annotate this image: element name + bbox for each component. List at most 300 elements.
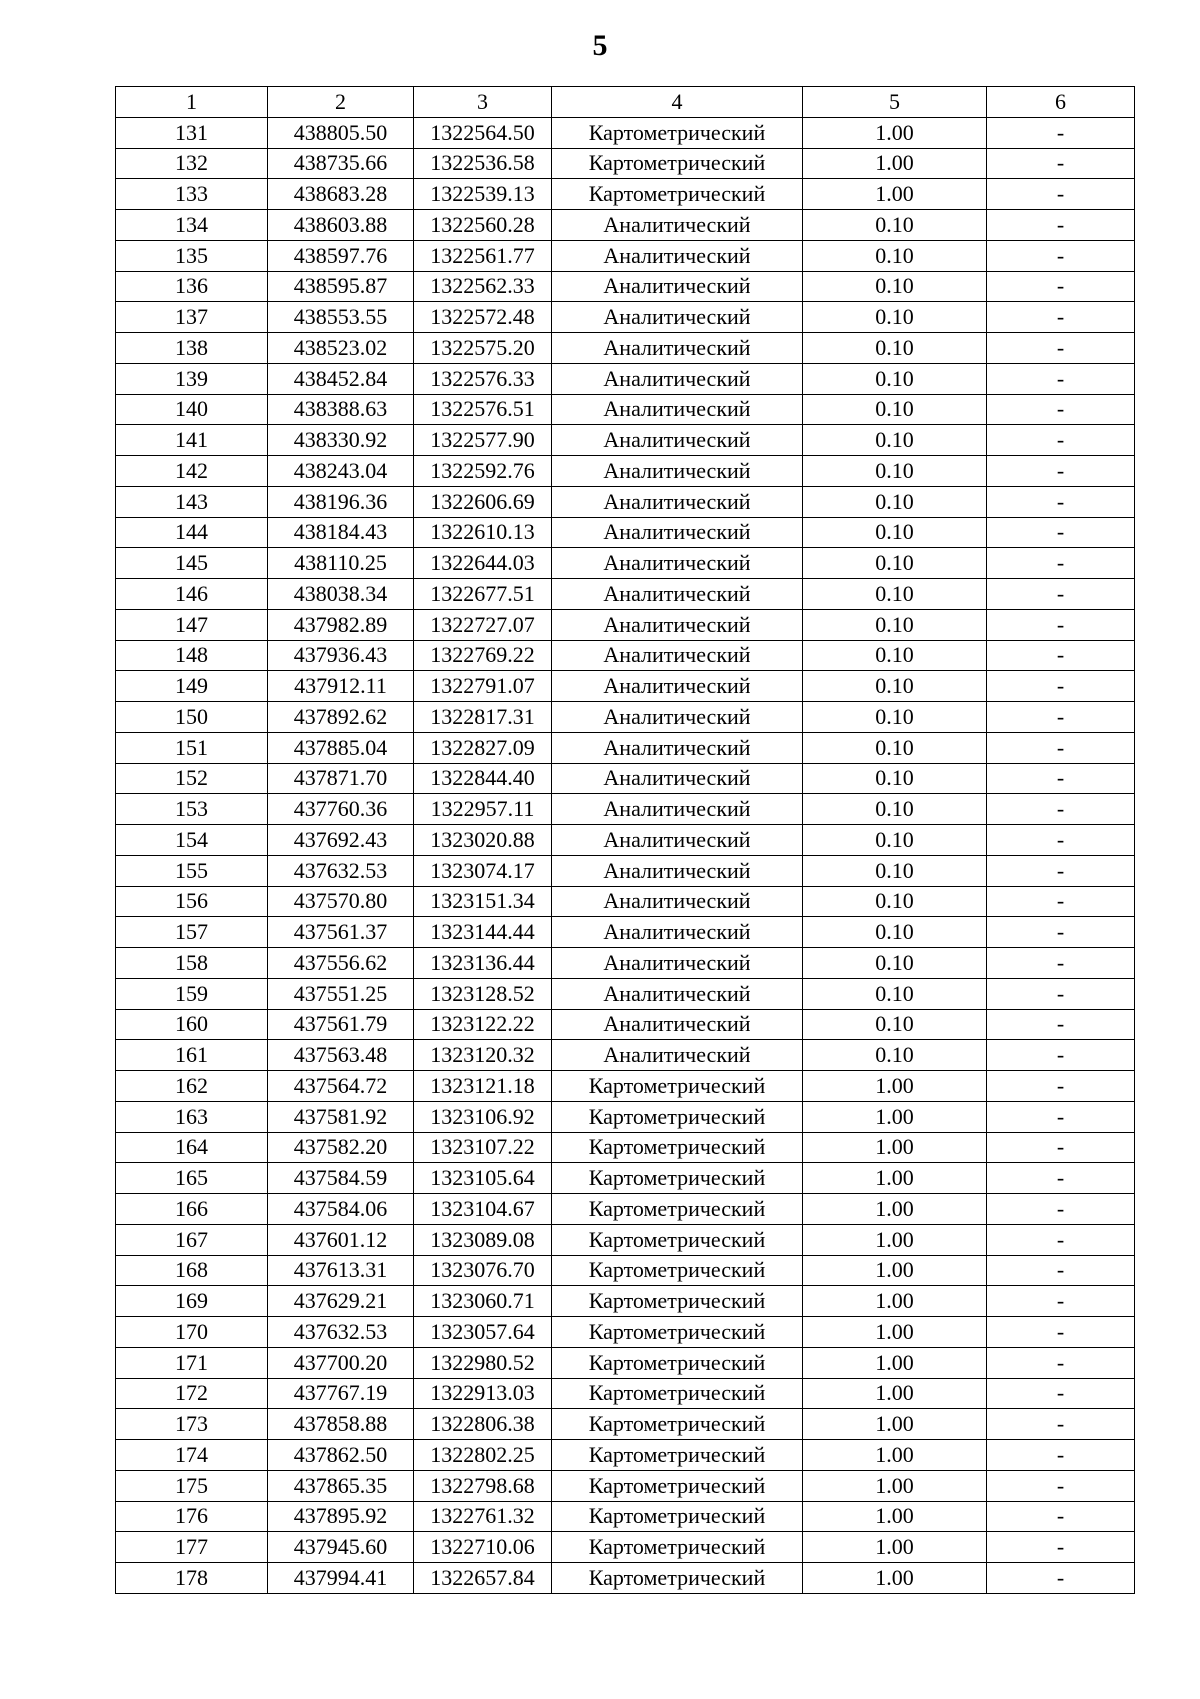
cell-method: Картометрический — [552, 1224, 803, 1255]
table-row — [116, 1440, 1135, 1471]
cell-y-coordinate: 1322610.13 — [414, 517, 552, 548]
table-body — [116, 117, 1135, 1593]
cell-accuracy: 1.00 — [803, 1347, 987, 1378]
cell-accuracy: 1.00 — [803, 1163, 987, 1194]
cell-point-number: 137 — [116, 302, 268, 333]
cell-x-coordinate: 438735.66 — [268, 148, 414, 179]
cell-description: - — [987, 948, 1135, 979]
table-row — [116, 794, 1135, 825]
cell-y-coordinate: 1322913.03 — [414, 1378, 552, 1409]
cell-description: - — [987, 456, 1135, 487]
cell-method: Аналитический — [552, 333, 803, 364]
coordinates-table — [115, 86, 1135, 1594]
cell-x-coordinate: 437862.50 — [268, 1440, 414, 1471]
table-row — [116, 1563, 1135, 1594]
column-header-4: 4 — [552, 87, 803, 118]
cell-description: - — [987, 794, 1135, 825]
cell-description: - — [987, 548, 1135, 579]
table-row — [116, 1347, 1135, 1378]
cell-y-coordinate: 1323074.17 — [414, 855, 552, 886]
cell-y-coordinate: 1322827.09 — [414, 732, 552, 763]
cell-y-coordinate: 1322562.33 — [414, 271, 552, 302]
cell-description: - — [987, 855, 1135, 886]
cell-method: Аналитический — [552, 702, 803, 733]
cell-x-coordinate: 438243.04 — [268, 456, 414, 487]
cell-accuracy: 0.10 — [803, 302, 987, 333]
cell-x-coordinate: 438523.02 — [268, 333, 414, 364]
cell-method: Аналитический — [552, 948, 803, 979]
cell-accuracy: 0.10 — [803, 394, 987, 425]
cell-method: Картометрический — [552, 148, 803, 179]
cell-point-number: 142 — [116, 456, 268, 487]
cell-description: - — [987, 917, 1135, 948]
cell-y-coordinate: 1322957.11 — [414, 794, 552, 825]
cell-x-coordinate: 438184.43 — [268, 517, 414, 548]
cell-description: - — [987, 1470, 1135, 1501]
cell-description: - — [987, 302, 1135, 333]
cell-point-number: 170 — [116, 1317, 268, 1348]
cell-method: Аналитический — [552, 825, 803, 856]
cell-y-coordinate: 1322644.03 — [414, 548, 552, 579]
cell-description: - — [987, 825, 1135, 856]
cell-y-coordinate: 1323076.70 — [414, 1255, 552, 1286]
cell-point-number: 162 — [116, 1071, 268, 1102]
cell-description: - — [987, 1163, 1135, 1194]
cell-method: Аналитический — [552, 978, 803, 1009]
cell-accuracy: 0.10 — [803, 609, 987, 640]
table-row — [116, 1532, 1135, 1563]
cell-method: Аналитический — [552, 763, 803, 794]
cell-accuracy: 0.10 — [803, 732, 987, 763]
cell-accuracy: 0.10 — [803, 210, 987, 241]
cell-method: Аналитический — [552, 794, 803, 825]
cell-y-coordinate: 1323089.08 — [414, 1224, 552, 1255]
cell-method: Аналитический — [552, 548, 803, 579]
cell-method: Аналитический — [552, 1009, 803, 1040]
cell-method: Картометрический — [552, 1317, 803, 1348]
column-header-1: 1 — [116, 87, 268, 118]
cell-method: Аналитический — [552, 456, 803, 487]
cell-y-coordinate: 1322576.51 — [414, 394, 552, 425]
cell-point-number: 132 — [116, 148, 268, 179]
cell-y-coordinate: 1322791.07 — [414, 671, 552, 702]
table-row — [116, 210, 1135, 241]
cell-x-coordinate: 437632.53 — [268, 855, 414, 886]
cell-y-coordinate: 1322761.32 — [414, 1501, 552, 1532]
cell-x-coordinate: 437895.92 — [268, 1501, 414, 1532]
cell-point-number: 134 — [116, 210, 268, 241]
cell-x-coordinate: 437892.62 — [268, 702, 414, 733]
cell-x-coordinate: 437871.70 — [268, 763, 414, 794]
cell-point-number: 139 — [116, 363, 268, 394]
cell-point-number: 154 — [116, 825, 268, 856]
cell-method: Картометрический — [552, 1286, 803, 1317]
table-row — [116, 1317, 1135, 1348]
table-row — [116, 1409, 1135, 1440]
cell-description: - — [987, 363, 1135, 394]
cell-description: - — [987, 1255, 1135, 1286]
cell-point-number: 168 — [116, 1255, 268, 1286]
cell-method: Картометрический — [552, 1132, 803, 1163]
cell-x-coordinate: 437581.92 — [268, 1101, 414, 1132]
cell-y-coordinate: 1323121.18 — [414, 1071, 552, 1102]
cell-x-coordinate: 438595.87 — [268, 271, 414, 302]
cell-method: Аналитический — [552, 732, 803, 763]
cell-method: Картометрический — [552, 1071, 803, 1102]
cell-y-coordinate: 1322575.20 — [414, 333, 552, 364]
cell-accuracy: 1.00 — [803, 1194, 987, 1225]
table-row — [116, 1040, 1135, 1071]
cell-accuracy: 1.00 — [803, 1317, 987, 1348]
cell-point-number: 152 — [116, 763, 268, 794]
cell-y-coordinate: 1323060.71 — [414, 1286, 552, 1317]
table-row — [116, 456, 1135, 487]
table-row — [116, 1501, 1135, 1532]
cell-description: - — [987, 394, 1135, 425]
cell-point-number: 175 — [116, 1470, 268, 1501]
cell-method: Аналитический — [552, 855, 803, 886]
cell-accuracy: 1.00 — [803, 1255, 987, 1286]
cell-y-coordinate: 1323106.92 — [414, 1101, 552, 1132]
cell-method: Аналитический — [552, 240, 803, 271]
cell-description: - — [987, 1378, 1135, 1409]
cell-accuracy: 0.10 — [803, 886, 987, 917]
cell-y-coordinate: 1322802.25 — [414, 1440, 552, 1471]
cell-y-coordinate: 1322806.38 — [414, 1409, 552, 1440]
cell-accuracy: 0.10 — [803, 763, 987, 794]
cell-x-coordinate: 437564.72 — [268, 1071, 414, 1102]
cell-description: - — [987, 1440, 1135, 1471]
cell-accuracy: 1.00 — [803, 1440, 987, 1471]
cell-accuracy: 1.00 — [803, 1378, 987, 1409]
cell-description: - — [987, 1317, 1135, 1348]
cell-point-number: 171 — [116, 1347, 268, 1378]
page-number: 5 — [592, 29, 608, 62]
table-row — [116, 548, 1135, 579]
cell-y-coordinate: 1323144.44 — [414, 917, 552, 948]
cell-point-number: 177 — [116, 1532, 268, 1563]
cell-y-coordinate: 1322606.69 — [414, 486, 552, 517]
cell-method: Картометрический — [552, 1347, 803, 1378]
cell-point-number: 138 — [116, 333, 268, 364]
table-row — [116, 1194, 1135, 1225]
cell-accuracy: 0.10 — [803, 1040, 987, 1071]
cell-accuracy: 1.00 — [803, 1101, 987, 1132]
cell-point-number: 164 — [116, 1132, 268, 1163]
cell-y-coordinate: 1323120.32 — [414, 1040, 552, 1071]
cell-y-coordinate: 1322592.76 — [414, 456, 552, 487]
cell-accuracy: 1.00 — [803, 179, 987, 210]
cell-x-coordinate: 437885.04 — [268, 732, 414, 763]
cell-y-coordinate: 1322769.22 — [414, 640, 552, 671]
cell-y-coordinate: 1322577.90 — [414, 425, 552, 456]
cell-y-coordinate: 1323105.64 — [414, 1163, 552, 1194]
table-row — [116, 825, 1135, 856]
table-row — [116, 240, 1135, 271]
cell-x-coordinate: 437912.11 — [268, 671, 414, 702]
cell-method: Картометрический — [552, 1163, 803, 1194]
table-row — [116, 179, 1135, 210]
cell-point-number: 146 — [116, 579, 268, 610]
cell-description: - — [987, 671, 1135, 702]
cell-description: - — [987, 486, 1135, 517]
cell-accuracy: 0.10 — [803, 486, 987, 517]
cell-description: - — [987, 640, 1135, 671]
cell-method: Аналитический — [552, 486, 803, 517]
cell-accuracy: 1.00 — [803, 1470, 987, 1501]
cell-point-number: 133 — [116, 179, 268, 210]
cell-x-coordinate: 437858.88 — [268, 1409, 414, 1440]
cell-method: Аналитический — [552, 579, 803, 610]
cell-method: Аналитический — [552, 886, 803, 917]
table-row — [116, 425, 1135, 456]
cell-point-number: 157 — [116, 917, 268, 948]
table-row — [116, 1132, 1135, 1163]
cell-x-coordinate: 438110.25 — [268, 548, 414, 579]
cell-point-number: 160 — [116, 1009, 268, 1040]
cell-point-number: 167 — [116, 1224, 268, 1255]
cell-x-coordinate: 438388.63 — [268, 394, 414, 425]
cell-point-number: 149 — [116, 671, 268, 702]
table-row — [116, 886, 1135, 917]
cell-y-coordinate: 1322536.58 — [414, 148, 552, 179]
cell-method: Аналитический — [552, 425, 803, 456]
cell-description: - — [987, 702, 1135, 733]
cell-x-coordinate: 438452.84 — [268, 363, 414, 394]
cell-method: Аналитический — [552, 210, 803, 241]
cell-x-coordinate: 437601.12 — [268, 1224, 414, 1255]
cell-accuracy: 0.10 — [803, 702, 987, 733]
cell-x-coordinate: 438683.28 — [268, 179, 414, 210]
cell-description: - — [987, 732, 1135, 763]
cell-description: - — [987, 1532, 1135, 1563]
cell-y-coordinate: 1323104.67 — [414, 1194, 552, 1225]
cell-description: - — [987, 333, 1135, 364]
table-row — [116, 271, 1135, 302]
cell-y-coordinate: 1322817.31 — [414, 702, 552, 733]
cell-y-coordinate: 1322677.51 — [414, 579, 552, 610]
cell-description: - — [987, 1563, 1135, 1594]
cell-x-coordinate: 437563.48 — [268, 1040, 414, 1071]
cell-description: - — [987, 1224, 1135, 1255]
cell-description: - — [987, 1347, 1135, 1378]
cell-method: Аналитический — [552, 394, 803, 425]
cell-accuracy: 0.10 — [803, 855, 987, 886]
table-row — [116, 1224, 1135, 1255]
cell-point-number: 161 — [116, 1040, 268, 1071]
cell-x-coordinate: 438597.76 — [268, 240, 414, 271]
cell-accuracy: 0.10 — [803, 517, 987, 548]
cell-description: - — [987, 148, 1135, 179]
cell-accuracy: 0.10 — [803, 640, 987, 671]
cell-x-coordinate: 438330.92 — [268, 425, 414, 456]
table-row — [116, 394, 1135, 425]
cell-point-number: 136 — [116, 271, 268, 302]
cell-method: Картометрический — [552, 117, 803, 148]
cell-method: Аналитический — [552, 640, 803, 671]
cell-x-coordinate: 437570.80 — [268, 886, 414, 917]
table-row — [116, 486, 1135, 517]
table-row — [116, 579, 1135, 610]
cell-method: Аналитический — [552, 1040, 803, 1071]
cell-accuracy: 1.00 — [803, 148, 987, 179]
cell-description: - — [987, 1132, 1135, 1163]
cell-accuracy: 1.00 — [803, 117, 987, 148]
cell-y-coordinate: 1323107.22 — [414, 1132, 552, 1163]
cell-x-coordinate: 437551.25 — [268, 978, 414, 1009]
cell-x-coordinate: 437561.79 — [268, 1009, 414, 1040]
cell-x-coordinate: 437767.19 — [268, 1378, 414, 1409]
cell-x-coordinate: 437994.41 — [268, 1563, 414, 1594]
cell-description: - — [987, 609, 1135, 640]
cell-x-coordinate: 438038.34 — [268, 579, 414, 610]
cell-method: Картометрический — [552, 1255, 803, 1286]
table-row — [116, 978, 1135, 1009]
cell-accuracy: 0.10 — [803, 579, 987, 610]
cell-point-number: 172 — [116, 1378, 268, 1409]
cell-description: - — [987, 886, 1135, 917]
cell-accuracy: 0.10 — [803, 363, 987, 394]
cell-accuracy: 0.10 — [803, 456, 987, 487]
table-row — [116, 1163, 1135, 1194]
cell-description: - — [987, 763, 1135, 794]
table-row — [116, 1378, 1135, 1409]
cell-point-number: 144 — [116, 517, 268, 548]
cell-x-coordinate: 437945.60 — [268, 1532, 414, 1563]
cell-x-coordinate: 438196.36 — [268, 486, 414, 517]
cell-point-number: 140 — [116, 394, 268, 425]
cell-description: - — [987, 240, 1135, 271]
cell-method: Картометрический — [552, 1563, 803, 1594]
cell-accuracy: 1.00 — [803, 1532, 987, 1563]
column-header-3: 3 — [414, 87, 552, 118]
cell-accuracy: 0.10 — [803, 794, 987, 825]
cell-point-number: 173 — [116, 1409, 268, 1440]
cell-method: Картометрический — [552, 1532, 803, 1563]
cell-description: - — [987, 1409, 1135, 1440]
table-row — [116, 1071, 1135, 1102]
cell-accuracy: 0.10 — [803, 240, 987, 271]
cell-method: Аналитический — [552, 363, 803, 394]
cell-accuracy: 0.10 — [803, 271, 987, 302]
cell-y-coordinate: 1322727.07 — [414, 609, 552, 640]
cell-y-coordinate: 1323151.34 — [414, 886, 552, 917]
cell-x-coordinate: 438603.88 — [268, 210, 414, 241]
cell-y-coordinate: 1322798.68 — [414, 1470, 552, 1501]
table-row — [116, 363, 1135, 394]
cell-x-coordinate: 437561.37 — [268, 917, 414, 948]
table-row — [116, 732, 1135, 763]
cell-point-number: 166 — [116, 1194, 268, 1225]
cell-description: - — [987, 1501, 1135, 1532]
table-row — [116, 702, 1135, 733]
cell-method: Аналитический — [552, 671, 803, 702]
cell-accuracy: 1.00 — [803, 1286, 987, 1317]
cell-method: Картометрический — [552, 1440, 803, 1471]
cell-y-coordinate: 1322710.06 — [414, 1532, 552, 1563]
cell-accuracy: 0.10 — [803, 671, 987, 702]
column-header-5: 5 — [803, 87, 987, 118]
cell-point-number: 174 — [116, 1440, 268, 1471]
cell-point-number: 178 — [116, 1563, 268, 1594]
cell-y-coordinate: 1322844.40 — [414, 763, 552, 794]
cell-description: - — [987, 1286, 1135, 1317]
cell-method: Аналитический — [552, 517, 803, 548]
cell-x-coordinate: 437613.31 — [268, 1255, 414, 1286]
cell-y-coordinate: 1322980.52 — [414, 1347, 552, 1378]
cell-method: Картометрический — [552, 179, 803, 210]
column-header-2: 2 — [268, 87, 414, 118]
cell-accuracy: 0.10 — [803, 917, 987, 948]
cell-accuracy: 1.00 — [803, 1563, 987, 1594]
cell-x-coordinate: 438553.55 — [268, 302, 414, 333]
cell-point-number: 131 — [116, 117, 268, 148]
cell-y-coordinate: 1323020.88 — [414, 825, 552, 856]
cell-x-coordinate: 437584.06 — [268, 1194, 414, 1225]
cell-accuracy: 0.10 — [803, 948, 987, 979]
cell-method: Аналитический — [552, 302, 803, 333]
cell-description: - — [987, 1071, 1135, 1102]
table-row — [116, 917, 1135, 948]
table-row — [116, 302, 1135, 333]
cell-x-coordinate: 437632.53 — [268, 1317, 414, 1348]
cell-method: Аналитический — [552, 271, 803, 302]
cell-accuracy: 0.10 — [803, 1009, 987, 1040]
cell-accuracy: 0.10 — [803, 425, 987, 456]
cell-method: Аналитический — [552, 609, 803, 640]
cell-x-coordinate: 437692.43 — [268, 825, 414, 856]
cell-x-coordinate: 437700.20 — [268, 1347, 414, 1378]
cell-point-number: 165 — [116, 1163, 268, 1194]
table-row — [116, 1470, 1135, 1501]
table-row — [116, 609, 1135, 640]
cell-point-number: 151 — [116, 732, 268, 763]
cell-description: - — [987, 425, 1135, 456]
cell-description: - — [987, 1101, 1135, 1132]
cell-point-number: 158 — [116, 948, 268, 979]
table-row — [116, 671, 1135, 702]
cell-description: - — [987, 1040, 1135, 1071]
cell-y-coordinate: 1323057.64 — [414, 1317, 552, 1348]
cell-accuracy: 0.10 — [803, 548, 987, 579]
cell-y-coordinate: 1322561.77 — [414, 240, 552, 271]
cell-description: - — [987, 210, 1135, 241]
table-row — [116, 1009, 1135, 1040]
table-row — [116, 1101, 1135, 1132]
table-row — [116, 333, 1135, 364]
cell-x-coordinate: 437936.43 — [268, 640, 414, 671]
cell-x-coordinate: 437982.89 — [268, 609, 414, 640]
cell-method: Картометрический — [552, 1501, 803, 1532]
cell-point-number: 155 — [116, 855, 268, 886]
cell-x-coordinate: 437582.20 — [268, 1132, 414, 1163]
table-row — [116, 855, 1135, 886]
cell-x-coordinate: 437865.35 — [268, 1470, 414, 1501]
cell-description: - — [987, 1194, 1135, 1225]
cell-y-coordinate: 1322657.84 — [414, 1563, 552, 1594]
table-header-row — [116, 87, 1135, 118]
cell-method: Картометрический — [552, 1194, 803, 1225]
cell-method: Картометрический — [552, 1101, 803, 1132]
table-row — [116, 117, 1135, 148]
cell-x-coordinate: 437584.59 — [268, 1163, 414, 1194]
cell-y-coordinate: 1322560.28 — [414, 210, 552, 241]
cell-y-coordinate: 1323122.22 — [414, 1009, 552, 1040]
cell-description: - — [987, 117, 1135, 148]
cell-accuracy: 1.00 — [803, 1409, 987, 1440]
cell-point-number: 169 — [116, 1286, 268, 1317]
cell-accuracy: 1.00 — [803, 1501, 987, 1532]
